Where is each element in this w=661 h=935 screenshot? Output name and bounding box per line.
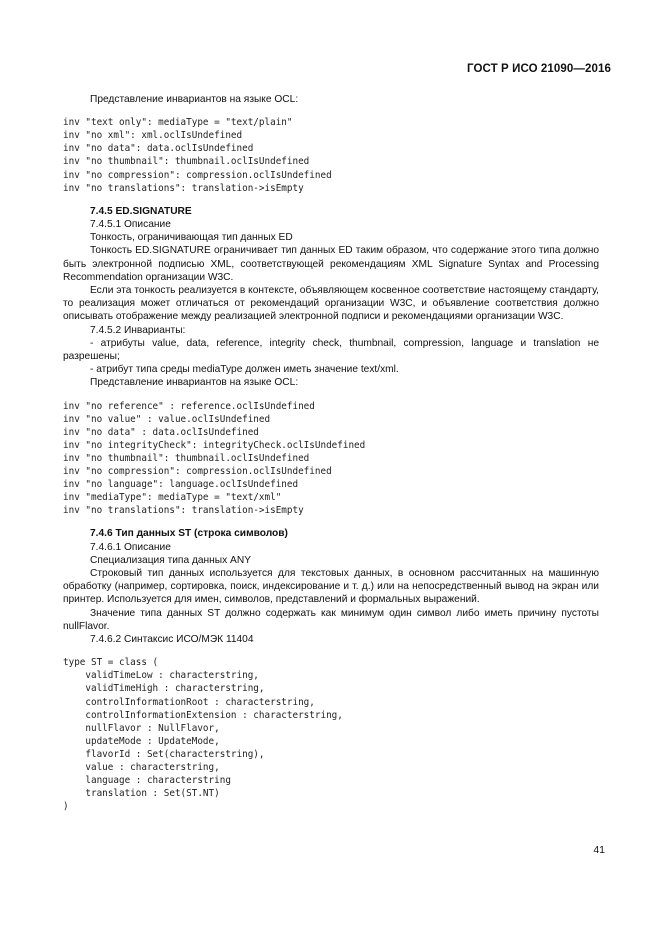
- code-line: inv "no value" : value.oclIsUndefined: [63, 413, 271, 425]
- list-item: - атрибут типа среды mediaType должен иметь значение text/xml.: [90, 364, 399, 376]
- code-line: inv "no compression": compression.oclIsUndefined: [63, 169, 332, 181]
- ocl-intro-2: Представление инвариантов на языке OCL:: [90, 377, 299, 389]
- ocl-code-block-1: [63, 116, 599, 195]
- paragraph: Значение типа данных ST должно содержать как минимум один символ либо иметь причину пустоты nullFlavor.: [63, 607, 599, 632]
- page-number: 41: [593, 844, 605, 856]
- code-line: inv "no xml": xml.oclIsUndefined: [63, 130, 243, 142]
- code-line: value : characterstring,: [63, 762, 220, 774]
- code-line: nullFlavor : NullFlavor,: [63, 722, 220, 734]
- subsection-7-4-6-1: 7.4.6.1 Описание: [90, 541, 171, 553]
- paragraph: Специализация типа данных ANY: [90, 554, 252, 566]
- code-line: inv "no compression": compression.oclIsUndefined: [63, 466, 332, 478]
- code-line: inv "no translations": translation->isEmpty: [63, 182, 304, 194]
- ocl-code-block-2: [63, 400, 599, 518]
- paragraph: Тонкость, ограничивающая тип данных ED: [90, 232, 293, 244]
- code-line: inv "no reference" : reference.oclIsUndefined: [63, 400, 315, 412]
- code-line: inv "no data" : data.oclIsUndefined: [63, 426, 259, 438]
- page-content: [63, 93, 599, 813]
- subsection-7-4-5-2: 7.4.5.2 Инварианты:: [90, 324, 186, 336]
- list-item: - атрибуты value, data, reference, integrity check, thumbnail, compression, language и translation не разрешены;: [63, 337, 599, 362]
- paragraph: Тонкость ED.SIGNATURE ограничивает тип данных ED таким образом, что содержание этого типа должно быть электронной подписью XML, соответствующей рекомендациям XML Signature Syntax and Processing Recommendation организации W3C.: [63, 245, 599, 283]
- code-line: language : characterstring: [63, 775, 231, 787]
- code-line: inv "no translations": translation->isEmpty: [63, 505, 304, 517]
- code-line: inv "no integrityCheck": integrityCheck.oclIsUndefined: [63, 439, 366, 451]
- code-line: inv "text only": mediaType = "text/plain": [63, 117, 293, 129]
- section-heading-7-4-6: 7.4.6 Тип данных ST (строка символов): [90, 528, 288, 540]
- paragraph: Если эта тонкость реализуется в контексте, объявляющем косвенное соответствие настоящему стандарту, то реализация может отличаться от рекомендаций организации W3C, и объявление соответствия должно описывать отображение между реализацией электронной подписи и рекомендациями организации W3C.: [63, 284, 599, 323]
- code-line: inv "no data": data.oclIsUndefined: [63, 143, 254, 155]
- code-line: validTimeHigh : characterstring,: [63, 683, 265, 695]
- iso-11404-code-block: [63, 656, 599, 813]
- paragraph: Строковый тип данных используется для текстовых данных, в основном рассчитанных на машинную обработку (например, сортировка, поиск, индексирование и т. д.) или на непосредственный вывод на экран или принтер. Используется для имен, символов, представлений и формальных выражений.: [63, 568, 599, 606]
- ocl-intro-1: Представление инвариантов на языке OCL:: [90, 94, 299, 105]
- code-line: validTimeLow : characterstring,: [63, 670, 259, 682]
- code-line: controlInformationExtension : characterstring,: [63, 709, 343, 721]
- section-heading-7-4-5: 7.4.5 ED.SIGNATURE: [90, 205, 192, 217]
- code-line: translation : Set(ST.NT): [63, 788, 220, 800]
- code-line: flavorId : Set(characterstring),: [63, 748, 265, 760]
- code-line: controlInformationRoot : characterstring,: [63, 696, 315, 708]
- code-line: inv "no thumbnail": thumbnail.oclIsUndefined: [63, 156, 310, 168]
- subsection-7-4-5-1: 7.4.5.1 Описание: [90, 218, 171, 230]
- code-line: updateMode : UpdateMode,: [63, 735, 220, 747]
- code-line: inv "mediaType": mediaType = "text/xml": [63, 492, 282, 504]
- subsection-7-4-6-2: 7.4.6.2 Синтаксис ИСО/МЭК 11404: [90, 634, 254, 646]
- document-header: ГОСТ Р ИСО 21090—2016: [466, 63, 611, 75]
- code-line: ): [63, 801, 69, 813]
- code-line: inv "no thumbnail": thumbnail.oclIsUndefined: [63, 452, 310, 464]
- code-line: inv "no language": language.oclIsUndefined: [63, 479, 299, 491]
- code-line: type ST = class (: [63, 657, 159, 669]
